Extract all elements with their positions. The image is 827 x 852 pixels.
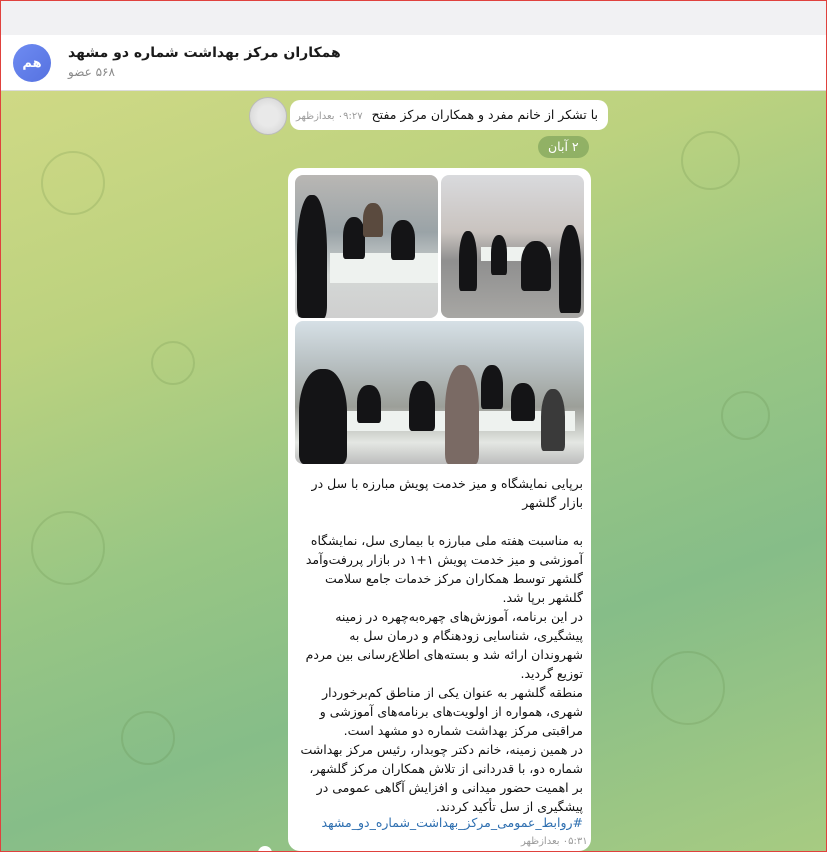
photo-figure (445, 365, 479, 464)
chat-header[interactable] (1, 35, 826, 91)
post-photo[interactable] (441, 175, 584, 318)
photo-figure (521, 241, 551, 291)
photo-figure (363, 203, 383, 237)
chat-avatar[interactable]: هم (13, 44, 51, 82)
browser-top-strip (1, 1, 826, 36)
message-text: با تشکر از خانم مفرد و همکاران مرکز مفتح (371, 107, 598, 122)
post-photo[interactable] (295, 175, 438, 318)
photo-figure (409, 381, 435, 431)
member-count: ۵۶۸ عضو (68, 65, 115, 79)
photo-figure (541, 389, 565, 451)
message-row (246, 97, 611, 133)
doodle-circle (31, 511, 105, 585)
photo-figure (357, 385, 381, 423)
doodle-circle (651, 651, 725, 725)
photo-figure (343, 217, 365, 259)
date-separator: ۲ آبان (538, 136, 589, 158)
photo-figure (511, 383, 535, 421)
next-message-edge (258, 846, 272, 851)
photo-figure (559, 225, 581, 313)
photo-figure (299, 369, 347, 464)
photo-figure (491, 235, 507, 275)
doodle-circle (151, 341, 195, 385)
doodle-circle (721, 391, 770, 440)
doodle-circle (681, 131, 740, 190)
post-bubble[interactable] (288, 168, 591, 851)
photo-figure (459, 231, 477, 291)
post-photo[interactable] (295, 321, 584, 464)
chat-title[interactable]: همکاران مرکز بهداشت شماره دو مشهد (68, 45, 341, 61)
doodle-circle (121, 711, 175, 765)
message-bubble[interactable] (290, 100, 608, 130)
photo-figure (391, 220, 415, 260)
message-time: ۰۹:۲۷ بعدازظهر (296, 111, 363, 122)
photo-figure (297, 195, 327, 318)
doodle-circle (41, 151, 105, 215)
post-text: برپایی نمایشگاه و میز خدمت پویش مبارزه با سل در بازار گلشهر به مناسبت هفته ملی مبارزه با بیماری سل، نمایشگاه آموزشی و میز خدمت پویش ۱+۱ در بازار پررفت‌وآمد گلشهر توسط همکاران مرکز خدمات جامع سلامت گلشهر برپا شد. در این برنامه، آموزش‌های چهره‌به‌چهره در زمینه پیشگیری، شناسایی زودهنگام و درمان سل به شهروندان ارائه شد و بسته‌های اطلاع‌رسانی بین مردم توزیع گردید. منطقه گلشهر به عنوان یکی از مناطق کم‌برخوردار شهری، همواره از اولویت‌های برنامه‌های آموزشی و مراقبتی مرکز بهداشت شماره دو مشهد است. در همین زمینه، خانم دکتر چوبدار، رئیس مرکز بهداشت شماره دو، با قدردانی از تلاش همکاران مرکز گلشهر، بر اهمیت حضور میدانی و افزایش آگاهی عمومی در پیشگیری از سل تأکید کردند. (300, 476, 583, 814)
photo-figure (481, 365, 503, 409)
sender-avatar[interactable] (249, 97, 287, 135)
chat-background (1, 91, 826, 851)
post-time: ۰۵:۳۱ بعدازظهر (521, 836, 588, 847)
hashtag-link[interactable]: #روابط_عمومی_مرکز_بهداشت_شماره_دو_مشهد (321, 815, 583, 830)
